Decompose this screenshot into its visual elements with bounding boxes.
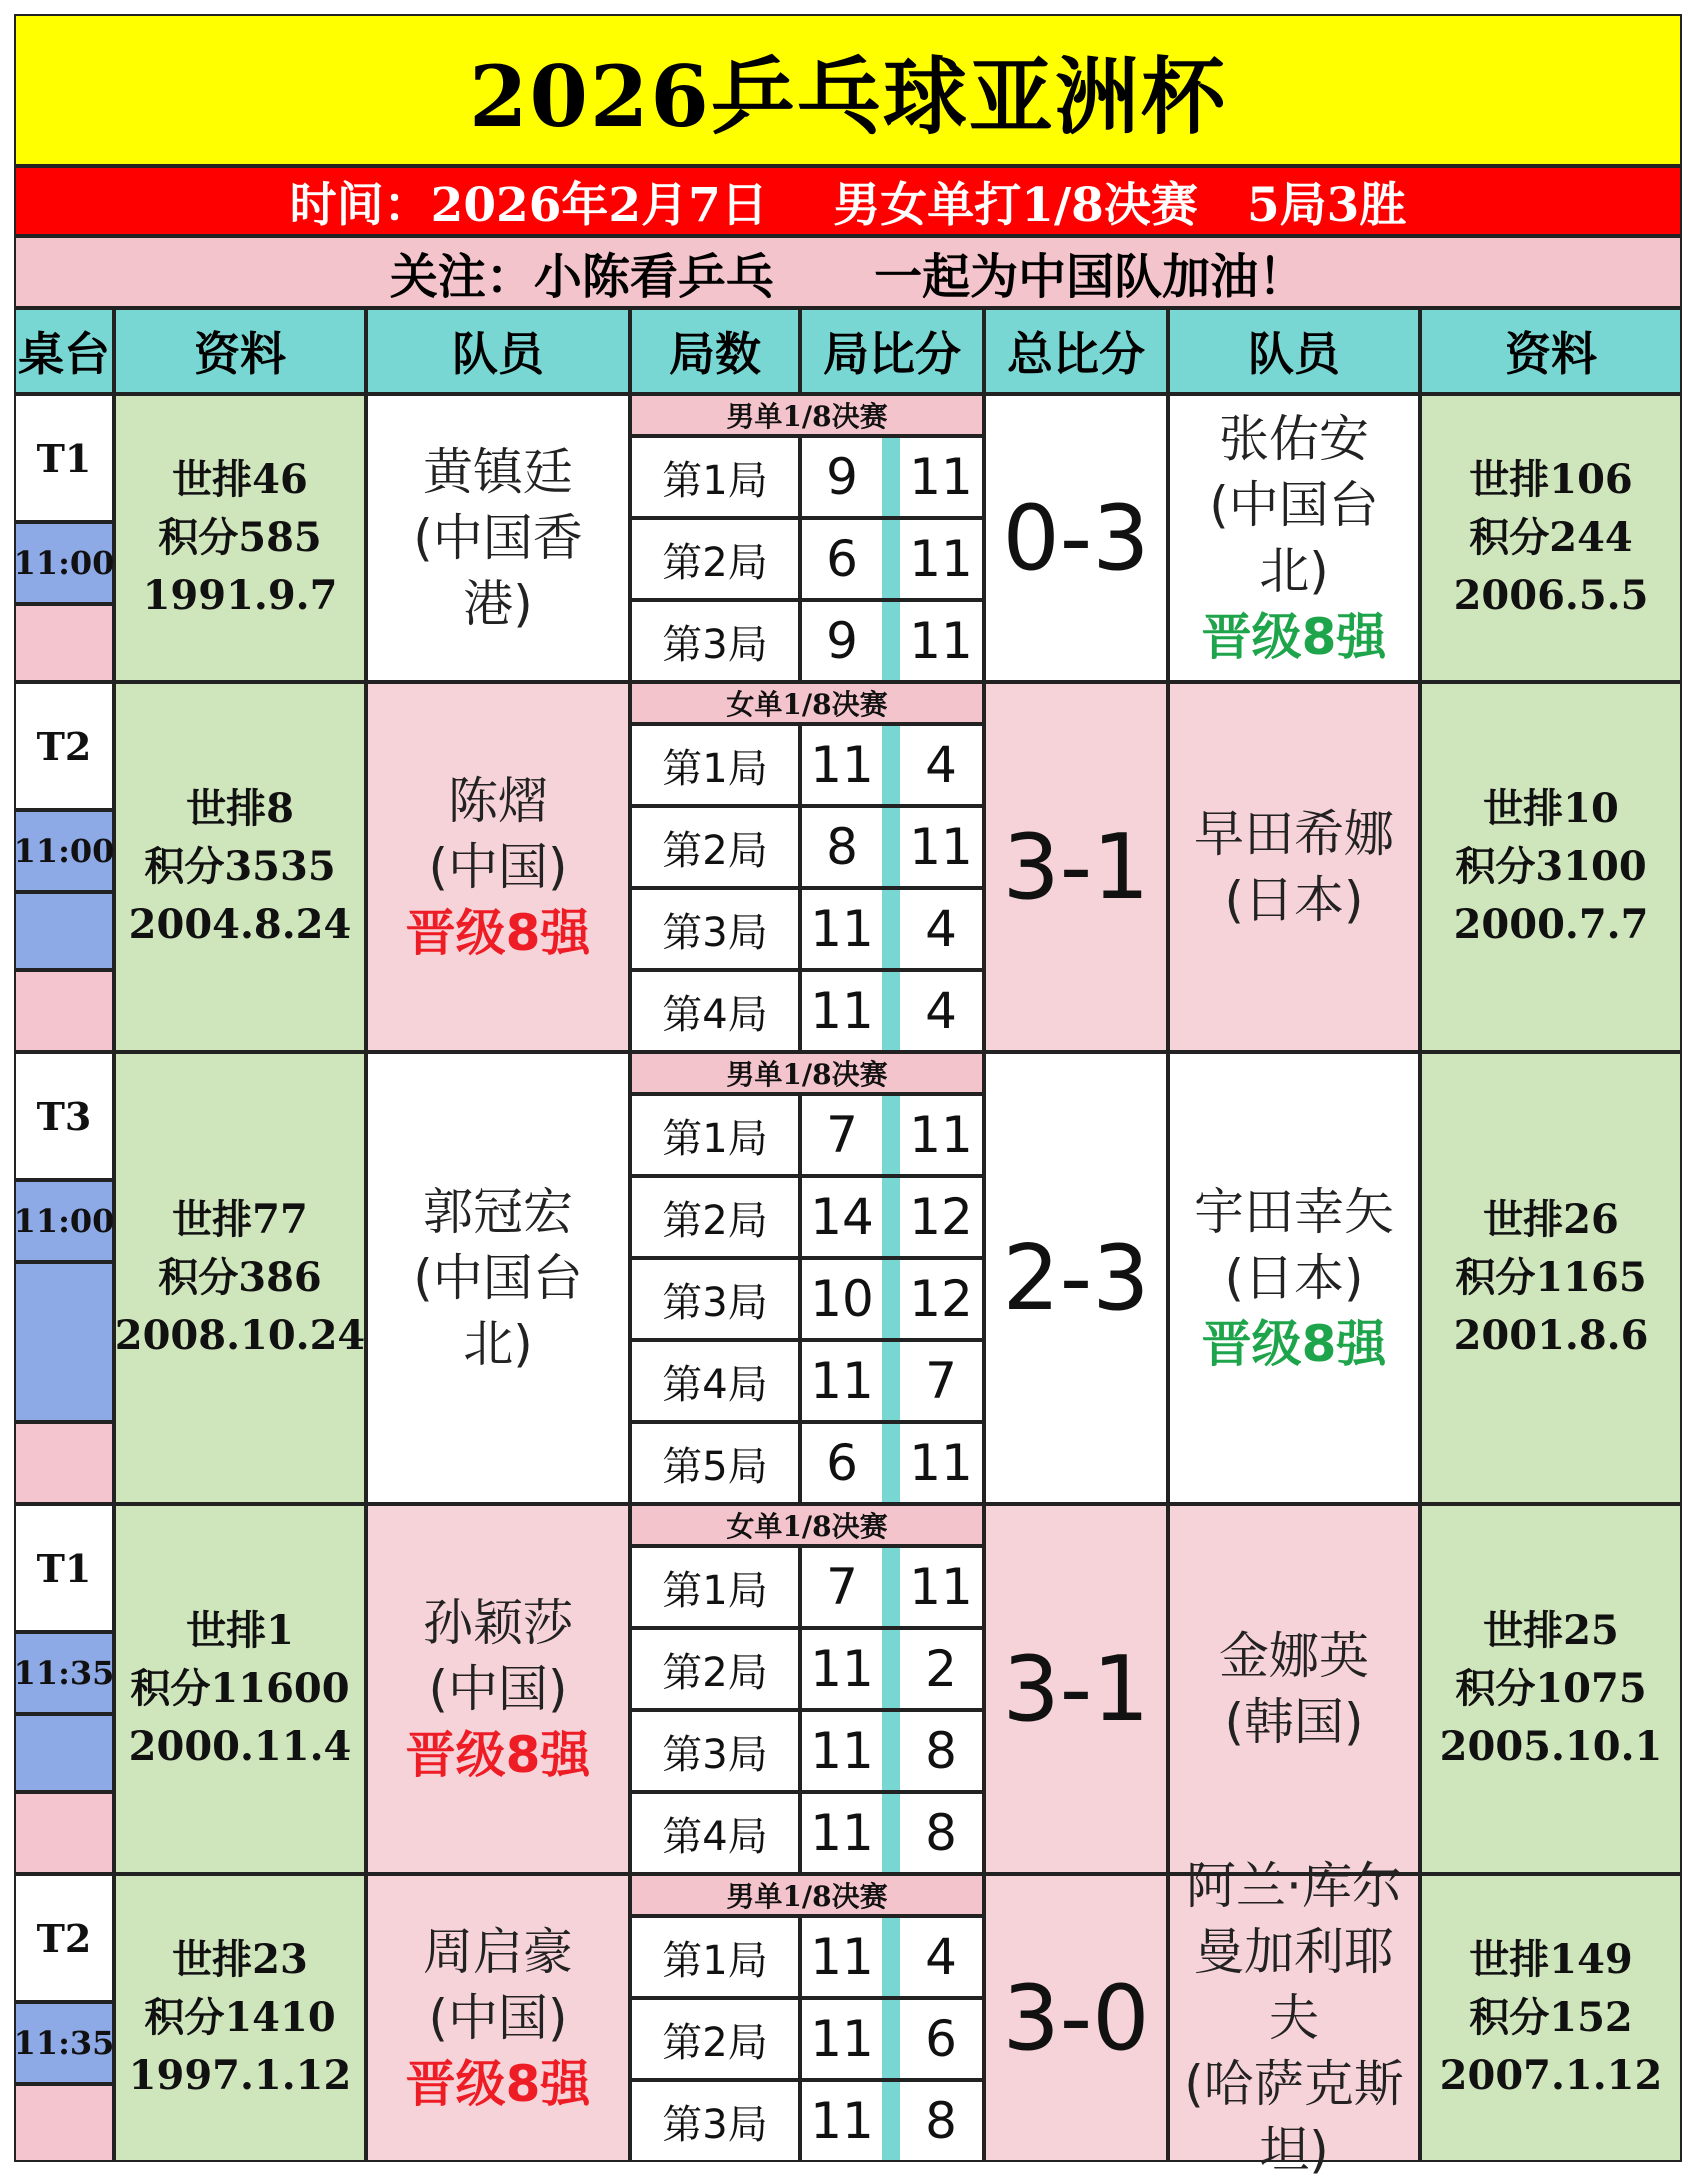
match-time: 11:35 (14, 1632, 114, 1714)
page-title: 2026乒乓球亚洲杯 (14, 14, 1682, 166)
player-name: 张佑安 (1219, 410, 1369, 468)
score-divider (882, 2000, 900, 2078)
game-score (800, 1998, 984, 2080)
birth-date: 2006.5.5 (1453, 572, 1649, 619)
header-profile-right: 资料 (1420, 308, 1682, 394)
game-score (800, 600, 984, 682)
game-number: 第1局 (630, 436, 800, 518)
player-country: (日本) (1224, 871, 1364, 929)
game-score (800, 806, 984, 888)
game-number: 第2局 (630, 806, 800, 888)
player-name: 宇田幸矢 (1194, 1183, 1394, 1241)
advanced-badge: 晋级8强 (405, 904, 591, 962)
match-time: 11:35 (14, 2002, 114, 2084)
score-right: 4 (925, 900, 957, 958)
score-divider (882, 726, 900, 804)
game-number: 第3局 (630, 888, 800, 970)
match-time: 11:00 (14, 522, 114, 604)
player-name: 黄镇廷 (423, 443, 573, 501)
match-time: 11:00 (14, 1180, 114, 1262)
score-divider (882, 520, 900, 598)
header-game-score: 局比分 (800, 308, 984, 394)
world-rank: 世排1 (186, 1607, 294, 1654)
game-score (800, 1176, 984, 1258)
game-number: 第1局 (630, 1094, 800, 1176)
player-left (366, 1504, 630, 1874)
total-score: 0-3 (984, 394, 1168, 682)
game-number: 第2局 (630, 1176, 800, 1258)
ranking-points: 积分244 (1469, 514, 1633, 561)
header-profile-left: 资料 (114, 308, 366, 394)
game-score (800, 1792, 984, 1874)
player-name: 陈熠 (448, 772, 548, 830)
score-divider (882, 1794, 900, 1872)
ranking-points: 积分585 (158, 514, 322, 561)
player-left (366, 1874, 630, 2162)
world-rank: 世排10 (1483, 785, 1619, 832)
world-rank: 世排23 (172, 1936, 308, 1983)
ranking-points: 积分3100 (1455, 843, 1647, 890)
score-left: 6 (826, 1434, 858, 1492)
score-right: 11 (909, 448, 973, 506)
game-number: 第1局 (630, 1546, 800, 1628)
score-divider (882, 1712, 900, 1790)
game-number: 第4局 (630, 1340, 800, 1422)
score-divider (882, 972, 900, 1050)
player-right (1168, 394, 1420, 682)
game-score (800, 1628, 984, 1710)
time-filler (14, 1262, 114, 1422)
birth-date: 2005.10.1 (1439, 1723, 1663, 1770)
score-right: 12 (909, 1270, 973, 1328)
player-name: 孙颖莎 (423, 1594, 573, 1652)
game-number: 第3局 (630, 2080, 800, 2162)
player-name: 周启豪 (423, 1923, 573, 1981)
score-left: 6 (826, 530, 858, 588)
advanced-badge: 晋级8强 (405, 1726, 591, 1784)
total-score: 3-1 (984, 1504, 1168, 1874)
score-right: 11 (909, 1434, 973, 1492)
score-right: 4 (925, 982, 957, 1040)
score-left: 9 (826, 612, 858, 670)
score-right: 12 (909, 1188, 973, 1246)
score-left: 14 (810, 1188, 874, 1246)
score-right: 8 (925, 1804, 957, 1862)
total-score: 3-1 (984, 682, 1168, 1052)
header-table: 桌台 (14, 308, 114, 394)
event-label: 男单1/8决赛 (630, 1052, 984, 1094)
score-left: 11 (810, 1928, 874, 1986)
player-name: 金娜英 (1219, 1627, 1369, 1685)
table-number: T2 (14, 682, 114, 810)
score-left: 10 (810, 1270, 874, 1328)
score-left: 8 (826, 818, 858, 876)
profile-left (114, 394, 366, 682)
profile-left (114, 1874, 366, 2162)
game-number: 第4局 (630, 1792, 800, 1874)
match-time: 11:00 (14, 810, 114, 892)
header-total-score: 总比分 (984, 308, 1168, 394)
game-number: 第2局 (630, 1628, 800, 1710)
game-number: 第5局 (630, 1422, 800, 1504)
player-country: (中国香港) (413, 509, 583, 633)
score-divider (882, 602, 900, 680)
score-left: 11 (810, 982, 874, 1040)
birth-date: 2004.8.24 (128, 901, 352, 948)
follow-bar: 关注：小陈看乒乓 一起为中国队加油！ (14, 236, 1682, 308)
game-score (800, 1258, 984, 1340)
game-score (800, 1546, 984, 1628)
ranking-points: 积分11600 (130, 1665, 350, 1712)
score-divider (882, 808, 900, 886)
game-score (800, 724, 984, 806)
advanced-badge: 晋级8强 (1201, 608, 1387, 666)
game-number: 第3局 (630, 600, 800, 682)
player-right (1168, 682, 1420, 1052)
player-country: (中国台北) (413, 1249, 583, 1373)
game-score (800, 1340, 984, 1422)
score-right: 8 (925, 1722, 957, 1780)
table-number: T1 (14, 394, 114, 522)
profile-right (1420, 1052, 1682, 1504)
game-number: 第1局 (630, 1916, 800, 1998)
game-score (800, 1094, 984, 1176)
score-divider (882, 1424, 900, 1502)
score-left: 7 (826, 1106, 858, 1164)
schedule-sheet (13, 14, 1682, 2179)
score-left: 11 (810, 2092, 874, 2150)
player-country: (中国) (428, 1660, 568, 1718)
score-left: 11 (810, 1352, 874, 1410)
event-label: 女单1/8决赛 (630, 1504, 984, 1546)
score-divider (882, 1342, 900, 1420)
score-divider (882, 1178, 900, 1256)
event-label: 女单1/8决赛 (630, 682, 984, 724)
player-right (1168, 1504, 1420, 1874)
game-number: 第1局 (630, 724, 800, 806)
world-rank: 世排46 (172, 456, 308, 503)
player-name: 早田希娜 (1194, 805, 1394, 863)
profile-right (1420, 682, 1682, 1052)
score-left: 7 (826, 1558, 858, 1616)
score-right: 7 (925, 1352, 957, 1410)
birth-date: 2001.8.6 (1453, 1312, 1649, 1359)
score-divider (882, 890, 900, 968)
game-number: 第4局 (630, 970, 800, 1052)
score-divider (882, 1260, 900, 1338)
table-number: T1 (14, 1504, 114, 1632)
game-score (800, 436, 984, 518)
world-rank: 世排77 (172, 1196, 308, 1243)
game-number: 第2局 (630, 518, 800, 600)
player-country: (中国) (428, 1989, 568, 2047)
score-divider (882, 1918, 900, 1996)
table-filler (14, 970, 114, 1052)
profile-right (1420, 1874, 1682, 2162)
header-player-right: 队员 (1168, 308, 1420, 394)
score-right: 2 (925, 1640, 957, 1698)
game-score (800, 1710, 984, 1792)
header-player-left: 队员 (366, 308, 630, 394)
score-left: 11 (810, 900, 874, 958)
world-rank: 世排106 (1469, 456, 1633, 503)
player-country: (韩国) (1224, 1693, 1364, 1751)
world-rank: 世排26 (1483, 1196, 1619, 1243)
event-label: 男单1/8决赛 (630, 1874, 984, 1916)
profile-left (114, 1504, 366, 1874)
score-right: 4 (925, 1928, 957, 1986)
world-rank: 世排8 (186, 785, 294, 832)
ranking-points: 积分1075 (1455, 1665, 1647, 1712)
score-divider (882, 2082, 900, 2160)
advanced-badge: 晋级8强 (405, 2055, 591, 2113)
game-number: 第3局 (630, 1710, 800, 1792)
score-right: 11 (909, 1558, 973, 1616)
score-right: 4 (925, 736, 957, 794)
table-number: T3 (14, 1052, 114, 1180)
score-divider (882, 1548, 900, 1626)
game-score (800, 2080, 984, 2162)
time-filler (14, 892, 114, 970)
birth-date: 1991.9.7 (142, 572, 338, 619)
total-score: 3-0 (984, 1874, 1168, 2162)
total-score: 2-3 (984, 1052, 1168, 1504)
player-country: (中国) (428, 838, 568, 896)
profile-left (114, 682, 366, 1052)
score-left: 11 (810, 736, 874, 794)
player-name: 郭冠宏 (423, 1183, 573, 1241)
profile-left (114, 1052, 366, 1504)
score-left: 11 (810, 1640, 874, 1698)
game-number: 第3局 (630, 1258, 800, 1340)
table-number: T2 (14, 1874, 114, 2002)
ranking-points: 积分3535 (144, 843, 336, 890)
birth-date: 2008.10.24 (114, 1312, 366, 1359)
world-rank: 世排25 (1483, 1607, 1619, 1654)
score-right: 11 (909, 1106, 973, 1164)
score-right: 8 (925, 2092, 957, 2150)
score-right: 11 (909, 612, 973, 670)
game-score (800, 888, 984, 970)
player-right (1168, 1857, 1420, 2179)
game-score (800, 1916, 984, 1998)
score-right: 11 (909, 530, 973, 588)
birth-date: 2000.11.4 (128, 1723, 352, 1770)
score-right: 11 (909, 818, 973, 876)
player-left (366, 394, 630, 682)
info-bar: 时间：2026年2月7日 男女单打1/8决赛 5局3胜 (14, 166, 1682, 236)
ranking-points: 积分1410 (144, 1994, 336, 2041)
player-right (1168, 1052, 1420, 1504)
birth-date: 2007.1.12 (1439, 2052, 1663, 2099)
score-left: 11 (810, 1722, 874, 1780)
player-left (366, 682, 630, 1052)
ranking-points: 积分386 (158, 1254, 322, 1301)
game-score (800, 518, 984, 600)
advanced-badge: 晋级8强 (1201, 1315, 1387, 1373)
score-divider (882, 438, 900, 516)
ranking-points: 积分1165 (1455, 1254, 1647, 1301)
score-left: 11 (810, 2010, 874, 2068)
player-country: (中国台北) (1209, 476, 1379, 600)
player-left (366, 1052, 630, 1504)
table-filler (14, 1422, 114, 1504)
score-divider (882, 1096, 900, 1174)
table-filler (14, 604, 114, 682)
game-number: 第2局 (630, 1998, 800, 2080)
time-filler (14, 1714, 114, 1792)
birth-date: 2000.7.7 (1453, 901, 1649, 948)
score-left: 9 (826, 448, 858, 506)
score-divider (882, 1630, 900, 1708)
table-filler (14, 1792, 114, 1874)
score-right: 6 (925, 2010, 957, 2068)
player-country: (日本) (1224, 1249, 1364, 1307)
header-games: 局数 (630, 308, 800, 394)
ranking-points: 积分152 (1469, 1994, 1633, 2041)
player-name: 阿兰·库尔曼加利耶夫 (1186, 1857, 1402, 2047)
world-rank: 世排149 (1469, 1936, 1633, 1983)
profile-right (1420, 394, 1682, 682)
event-label: 男单1/8决赛 (630, 394, 984, 436)
score-left: 11 (810, 1804, 874, 1862)
player-country: (哈萨克斯坦) (1184, 2055, 1404, 2179)
game-score (800, 1422, 984, 1504)
game-score (800, 970, 984, 1052)
table-filler (14, 2084, 114, 2162)
profile-right (1420, 1504, 1682, 1874)
birth-date: 1997.1.12 (128, 2052, 352, 2099)
